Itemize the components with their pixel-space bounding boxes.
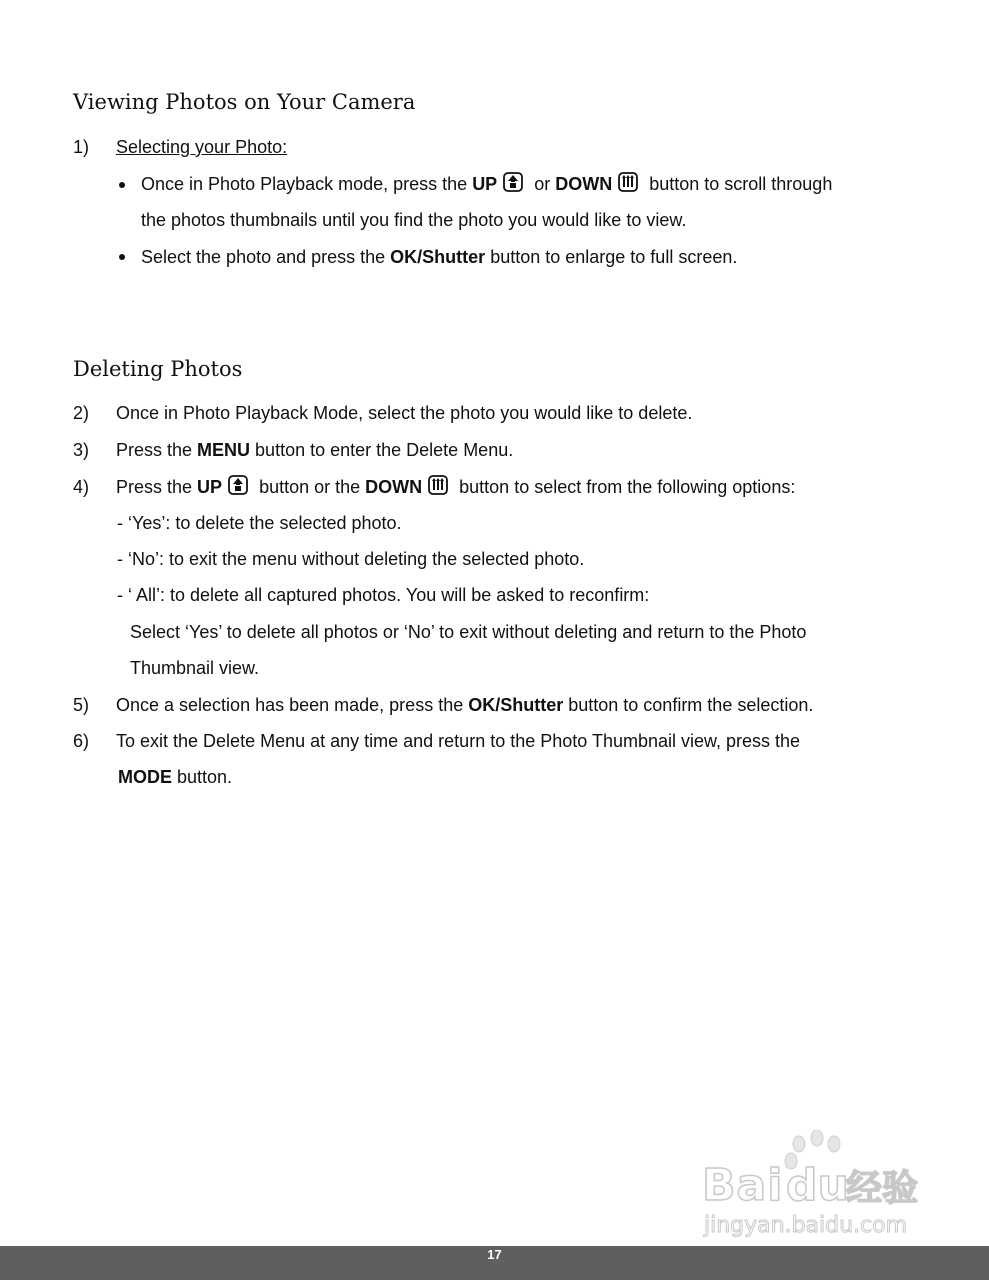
option-all: - ‘ All’: to delete all captured photos. You will be asked to reconfirm:: [117, 585, 650, 605]
bullet-scroll-line1: Once in Photo Playback mode, press the UP or DOWN button to scroll through: [141, 174, 833, 194]
bullet-scroll-line2: the photos thumbnails until you find the photo you would like to view.: [141, 210, 687, 230]
step-4-text: Press the UP button or the DOWN button to select from the following options:: [116, 477, 796, 497]
up-arrow-button-icon: [503, 172, 523, 192]
page-number: 17: [487, 1247, 502, 1262]
page-footer: [0, 1246, 989, 1280]
step-number-4: 4): [73, 477, 90, 497]
section-heading-deleting: Deleting Photos: [73, 357, 243, 381]
svg-text:Bai: Bai: [702, 1160, 784, 1211]
step-3-text: Press the MENU button to enter the Delete Menu.: [116, 440, 514, 460]
option-yes: - ‘Yes’: to delete the selected photo.: [117, 513, 402, 533]
down-arrow-button-icon: [618, 172, 638, 192]
step-number-6: 6): [73, 731, 90, 751]
option-all-continued-1: Select ‘Yes’ to delete all photos or ‘No’ to exit without deleting and return to the Photo: [130, 622, 807, 642]
svg-text:jingyan.baidu.com: jingyan.baidu.com: [704, 1213, 908, 1238]
step-number-2: 2): [73, 403, 90, 423]
bullet-dot: [119, 254, 125, 260]
option-all-continued-2: Thumbnail view.: [130, 658, 260, 678]
step-6-text-line2: MODE button.: [118, 767, 233, 787]
section-heading-viewing: Viewing Photos on Your Camera: [73, 90, 416, 114]
step-number-3: 3): [73, 440, 90, 460]
bullet-dot: [119, 182, 125, 188]
option-no: - ‘No’: to exit the menu without deleting the selected photo.: [117, 549, 585, 569]
step-number-5: 5): [73, 695, 90, 715]
up-arrow-button-icon: [228, 475, 248, 495]
step-5-text: Once a selection has been made, press the OK/Shutter button to confirm the selection.: [116, 695, 814, 715]
svg-text:经验: 经验: [846, 1168, 919, 1209]
item-number-1: 1): [73, 137, 90, 157]
bullet-enlarge: Select the photo and press the OK/Shutter button to enlarge to full screen.: [141, 247, 738, 267]
step-2-text: Once in Photo Playback Mode, select the photo you would like to delete.: [116, 403, 693, 423]
down-arrow-button-icon: [428, 475, 448, 495]
item-title-selecting: Selecting your Photo:: [116, 137, 288, 157]
svg-text:du: du: [786, 1160, 849, 1211]
baidu-watermark-logo: [700, 1130, 935, 1240]
step-6-text-line1: To exit the Delete Menu at any time and return to the Photo Thumbnail view, press the: [116, 731, 801, 751]
